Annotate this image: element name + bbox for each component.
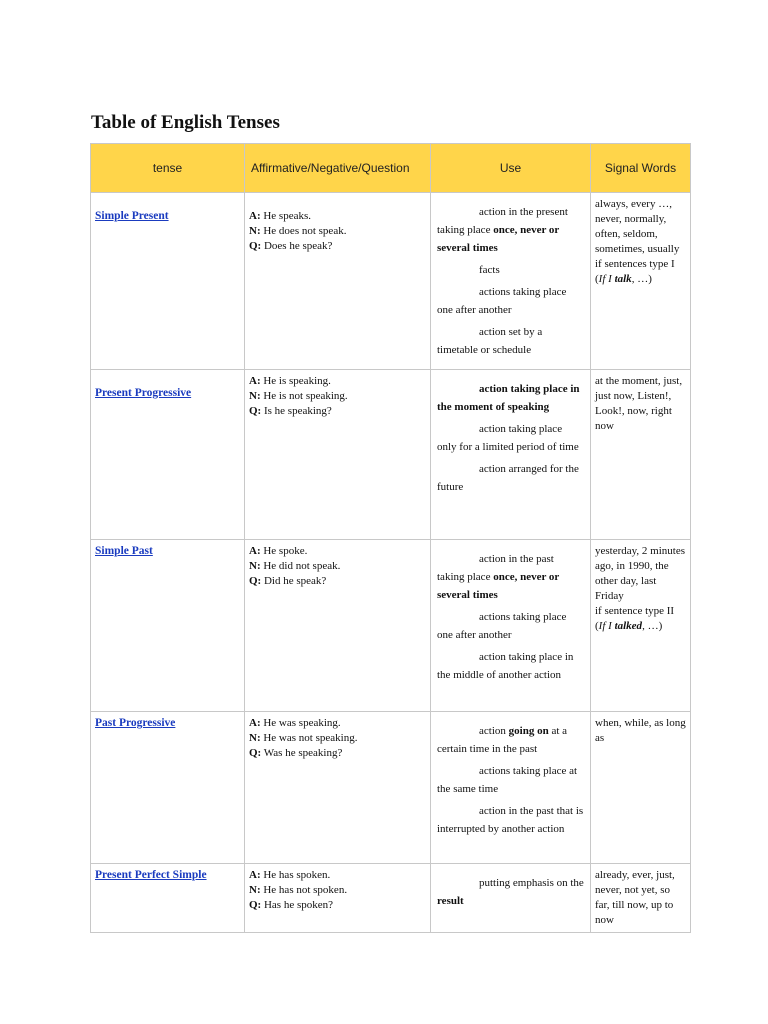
tense-cell xyxy=(91,712,245,864)
use-item: facts xyxy=(479,264,500,276)
question-line: Q: Does he speak? xyxy=(249,240,333,252)
table-row xyxy=(91,193,691,370)
tense-link-present-perfect-simple[interactable]: Present Perfect Simple xyxy=(95,869,207,881)
use-cell xyxy=(431,712,591,864)
use-item: action arranged for the future xyxy=(437,463,579,493)
table-row xyxy=(91,540,691,712)
table-row xyxy=(91,370,691,540)
negative-line: N: He has not spoken. xyxy=(249,884,348,896)
tense-cell xyxy=(91,370,245,540)
tense-cell xyxy=(91,864,245,933)
negative-line: N: He was not speaking. xyxy=(249,732,358,744)
table-row xyxy=(91,712,691,864)
use-item: actions taking place at the same time xyxy=(437,765,578,795)
forms-cell xyxy=(245,712,431,864)
question-line: Q: Did he speak? xyxy=(249,575,327,587)
header-tense: tense xyxy=(91,144,245,193)
tense-cell xyxy=(91,193,245,370)
use-item: action taking place in the moment of speaking xyxy=(437,383,580,413)
negative-line: N: He is not speaking. xyxy=(249,390,348,402)
use-cell xyxy=(431,193,591,370)
affirmative-line: A: He spoke. xyxy=(249,545,308,557)
use-item: putting emphasis on the result xyxy=(437,877,584,907)
forms-cell xyxy=(245,864,431,933)
use-item: actions taking place one after another xyxy=(437,611,567,641)
use-item: action set by a timetable or schedule xyxy=(437,326,543,356)
question-line: Q: Has he spoken? xyxy=(249,899,334,911)
header-forms: Affirmative/Negative/Question xyxy=(245,144,431,193)
negative-line: N: He does not speak. xyxy=(249,225,347,237)
header-use: Use xyxy=(431,144,591,193)
use-cell xyxy=(431,370,591,540)
negative-line: N: He did not speak. xyxy=(249,560,341,572)
use-item: action in the past that is interrupted by another action xyxy=(437,805,584,835)
affirmative-line: A: He is speaking. xyxy=(249,375,331,387)
signal-words-cell: at the moment, just, just now, Listen!, Look!, now, right now xyxy=(591,370,691,540)
forms-cell xyxy=(245,540,431,712)
forms-cell xyxy=(245,193,431,370)
use-item: action going on at a certain time in the past xyxy=(437,725,568,755)
use-item: action in the present taking place once, never or several times xyxy=(437,206,568,254)
affirmative-line: A: He has spoken. xyxy=(249,869,331,881)
use-cell xyxy=(431,540,591,712)
tense-link-past-progressive[interactable]: Past Progressive xyxy=(95,717,176,729)
signal-words-cell: already, ever, just, never, not yet, so far, till now, up to now xyxy=(591,864,691,933)
header-signal-words: Signal Words xyxy=(591,144,691,193)
question-line: Q: Was he speaking? xyxy=(249,747,343,759)
use-item: action taking place only for a limited period of time xyxy=(437,423,579,453)
tenses-table xyxy=(90,143,691,933)
tense-link-simple-past[interactable]: Simple Past xyxy=(95,545,153,557)
tense-link-present-progressive[interactable]: Present Progressive xyxy=(95,387,192,399)
page-title: Table of English Tenses xyxy=(91,112,280,133)
use-cell xyxy=(431,864,591,933)
use-item: action taking place in the middle of another action xyxy=(437,651,574,681)
forms-cell xyxy=(245,370,431,540)
signal-words-cell: yesterday, 2 minutes ago, in 1990, the other day, last Friday if sentence type II (If I talked, …) xyxy=(591,540,691,712)
signal-words-cell: when, while, as long as xyxy=(591,712,691,864)
use-item: actions taking place one after another xyxy=(437,286,567,316)
signal-words-cell: always, every …, never, normally, often, seldom, sometimes, usually if sentences type I (If I talk, …) xyxy=(591,193,691,370)
tense-cell xyxy=(91,540,245,712)
affirmative-line: A: He was speaking. xyxy=(249,717,341,729)
tense-link-simple-present[interactable]: Simple Present xyxy=(95,210,169,222)
question-line: Q: Is he speaking? xyxy=(249,405,332,417)
affirmative-line: A: He speaks. xyxy=(249,210,312,222)
header-row xyxy=(91,144,691,193)
table-row xyxy=(91,864,691,933)
use-item: action in the past taking place once, never or several times xyxy=(437,553,560,601)
